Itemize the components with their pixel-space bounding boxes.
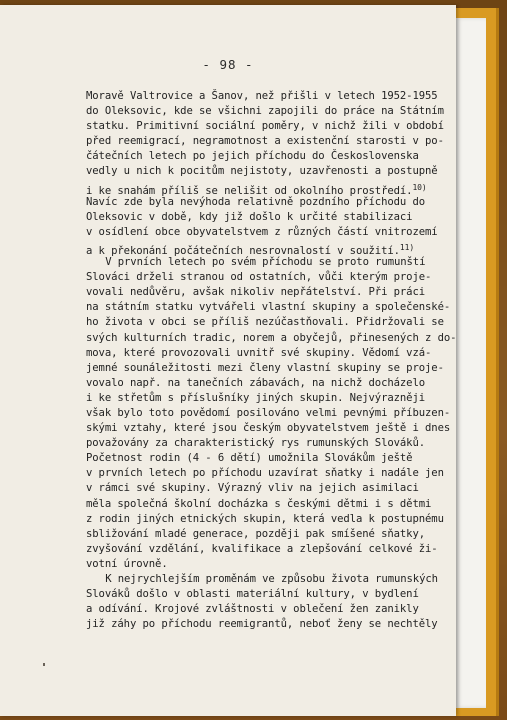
text-line-content: čátečních letech po jejich příchodu do Československa: [86, 150, 419, 163]
text-line: [86, 542, 452, 557]
text-line: [86, 406, 452, 421]
text-line: [86, 210, 452, 225]
text-line: [86, 391, 452, 406]
text-line: [86, 587, 452, 602]
text-line-content: a k překonání počátečních nesrovnalostí v soužití.: [86, 244, 400, 257]
text-line-content: do Oleksovic, kde se všichni zapojili do práce na Státním: [86, 105, 444, 118]
text-line: [86, 361, 452, 376]
text-line-content: na státním statku vytvářeli vlastní skupiny a společenské-: [86, 301, 451, 314]
text-line-content: však bylo toto povědomí posilováno velmi pevnými příbuzen-: [86, 406, 451, 419]
text-line-content: Slováci drželi stranou od ostatních, vůči kterým proje-: [86, 271, 432, 284]
text-line: [86, 89, 452, 104]
text-line: [86, 285, 452, 300]
text-line: [86, 149, 452, 164]
text-line-content: Moravě Valtrovice a Šanov, než přišli v letech 1952-1955: [86, 90, 438, 102]
text-line: [86, 602, 452, 617]
text-line-content: svých kulturních tradic, norem a obyčejů, přinesených z do-: [86, 331, 457, 344]
text-line: [86, 451, 452, 466]
text-line: [86, 255, 452, 270]
document-page: [0, 5, 456, 716]
text-line-content: vovalo např. na tanečních zábavách, na nichž docházelo: [86, 376, 426, 389]
text-line-content: i ke snahám příliš se nelišit od okolního prostředí.: [86, 184, 413, 197]
text-line-content: statku. Primitivní sociální poměry, v nichž žili v období: [86, 120, 444, 133]
text-line: [86, 134, 452, 149]
text-line: [86, 376, 452, 391]
text-line: [86, 195, 452, 210]
text-line: [86, 300, 452, 315]
text-line: [86, 617, 452, 632]
text-line-content: vovali nedůvěru, avšak nikoliv nepřátelství. Při práci: [86, 286, 426, 299]
text-line-content: Početnost rodin (4 - 6 dětí) umožnila Slovákům ještě: [86, 452, 413, 465]
text-line-content: v rámci své skupiny. Výrazný vliv na jejich asimilaci: [86, 482, 419, 495]
page-number: - 98 -: [202, 57, 254, 72]
text-line-content: a odívání. Krojové zvláštnosti v oblečení žen zanikly: [86, 603, 419, 616]
text-line: [86, 346, 452, 361]
text-line-content: jemné sounáležitosti mezi členy vlastní skupiny se proje-: [86, 361, 444, 374]
footnote-marker: 11): [399, 242, 415, 252]
text-line-content: považovány za charakteristický rys rumunských Slováků.: [86, 437, 426, 450]
text-line: [86, 104, 452, 119]
text-line: [86, 466, 452, 481]
text-line-content: K nejrychlejším proměnám ve způsobu života rumunských: [105, 573, 438, 585]
text-line: [86, 331, 457, 346]
text-line: [86, 164, 452, 179]
text-line-content: V prvních letech po svém příchodu se proto rumunští: [105, 256, 426, 269]
text-line: [86, 225, 452, 240]
text-line: [86, 180, 452, 195]
footnote-marker: 10): [412, 182, 427, 192]
text-line-content: sbližování mladé generace, později pak smíšené sňatky,: [86, 527, 426, 540]
text-line-content: i ke střetům s příslušníky jiných skupin. Nejvýrazněji: [86, 391, 426, 404]
text-line-content: zvyšování vzdělání, kvalifikace a zlepšování celkové ži-: [86, 542, 438, 555]
text-line: [86, 557, 452, 572]
text-line-content: vedly u nich k pocitům nejistoty, uzavřenosti a postupně: [86, 165, 438, 178]
text-line: [86, 421, 452, 436]
text-line-content: již záhy po příchodu reemigrantů, neboť ženy se nechtěly: [86, 618, 438, 631]
text-line: [86, 119, 452, 134]
text-line-content: votní úrovně.: [86, 557, 168, 570]
text-line-content: Slováků došlo v oblasti materiální kultury, v bydlení: [86, 588, 419, 601]
text-line-content: z rodin jiných etnických skupin, která vedla k postupnému: [86, 512, 444, 525]
text-line-content: měla společná školní docházka s českými dětmi i s dětmi: [86, 497, 432, 510]
text-line-content: skými vztahy, které jsou českým obyvatelstvem ještě i dnes: [86, 422, 451, 435]
text-line: [86, 240, 452, 255]
text-line: [86, 270, 452, 285]
text-line: [86, 481, 452, 496]
margin-mark: [43, 663, 45, 666]
text-line-content: Navíc zde byla nevýhoda relativně pozdního příchodu do: [86, 195, 426, 208]
text-line-content: v prvních letech po příchodu uzavírat sňatky i nadále jen: [86, 467, 444, 480]
text-line: [86, 315, 452, 330]
text-line: [86, 436, 452, 451]
text-line: [86, 572, 452, 587]
text-line-content: před reemigrací, negramotnost a existenční starosti v po-: [86, 135, 444, 148]
text-line: [86, 512, 452, 527]
text-line-content: Oleksovic v době, kdy již došlo k určité stabilizaci: [86, 210, 413, 223]
text-line: [86, 497, 452, 512]
next-page-edge: [456, 18, 486, 708]
body-text: [86, 89, 457, 632]
text-line-content: mova, které provozovali uvnitř své skupiny. Vědomí vzá-: [86, 346, 432, 359]
text-line-content: ho života v obci se příliš nezúčastňovali. Přidržovali se: [86, 316, 444, 329]
text-line: [86, 527, 452, 542]
text-line-content: v osídlení obce obyvatelstvem z různých částí vnitrozemí: [86, 225, 438, 238]
